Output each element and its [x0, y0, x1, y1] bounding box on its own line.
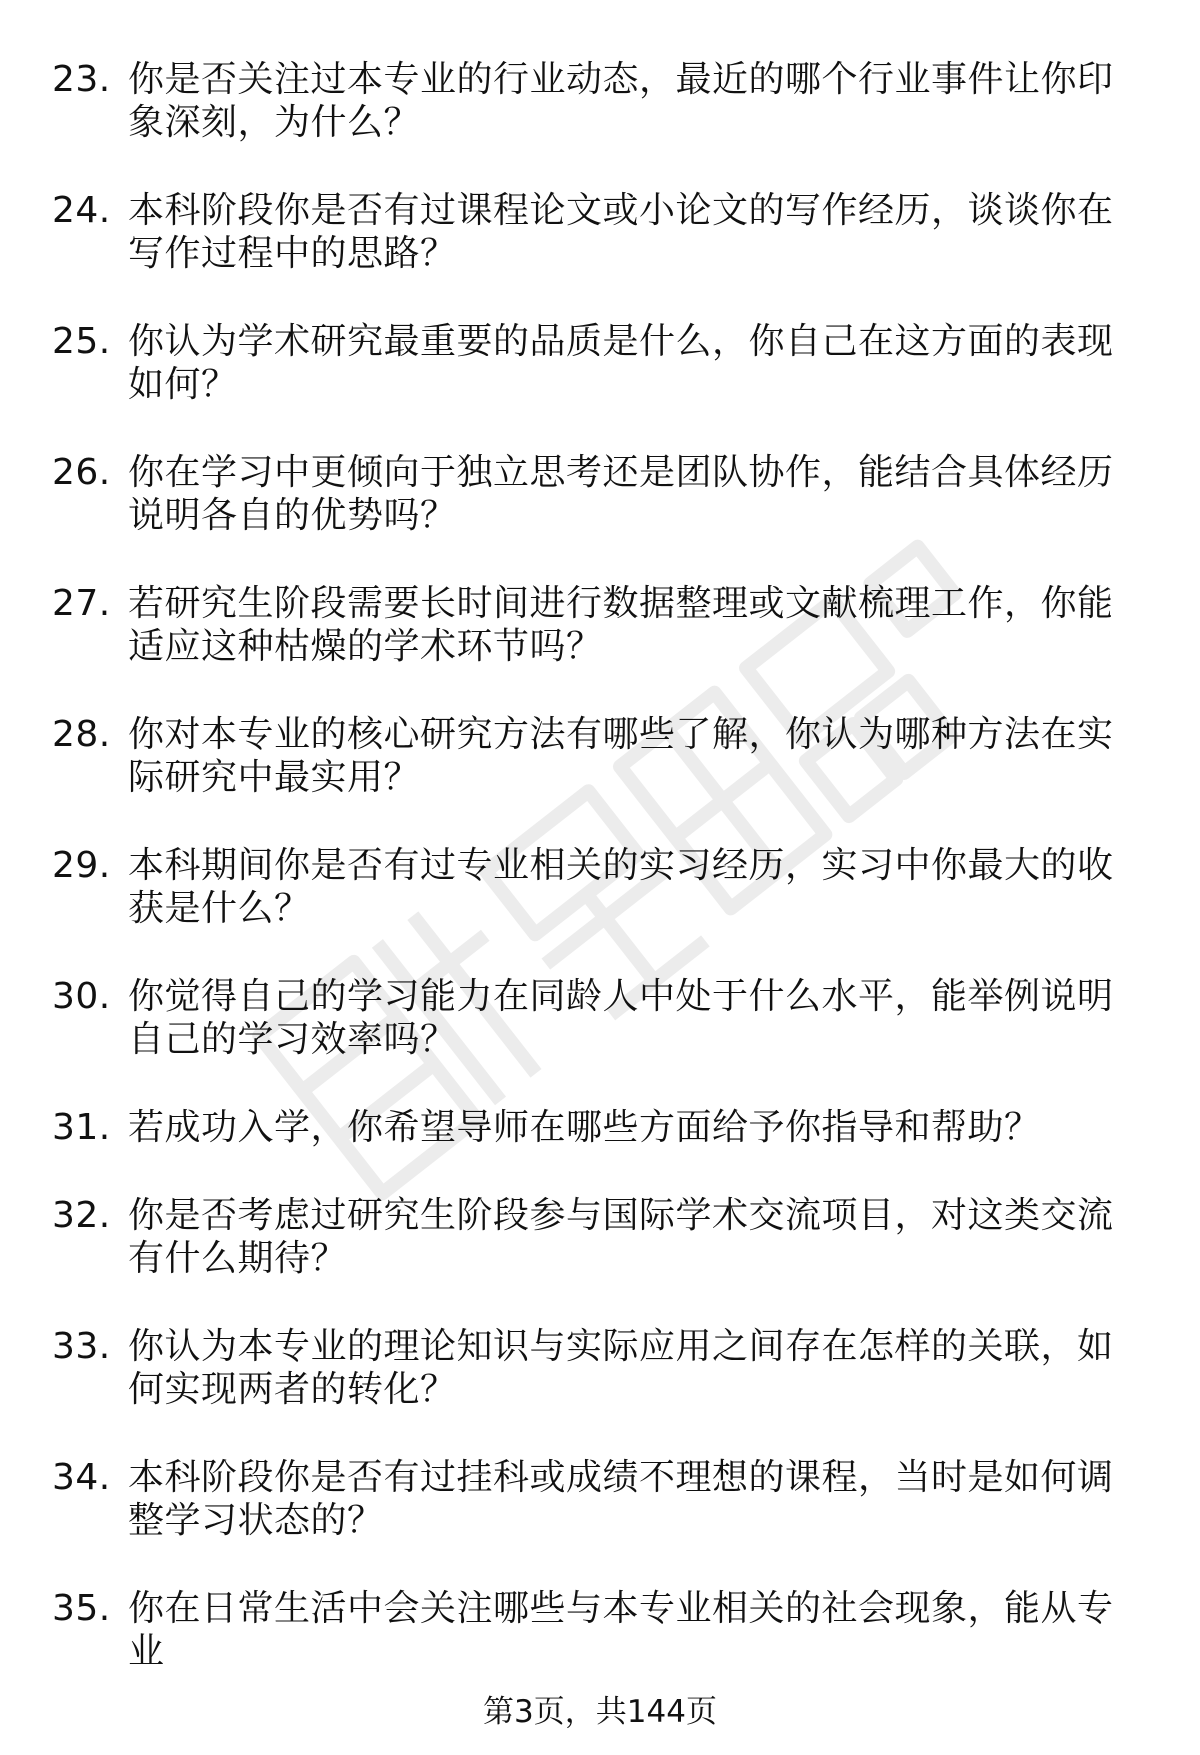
question-number: 25.	[52, 321, 111, 362]
question-number: 26.	[52, 452, 111, 493]
question-number: 28.	[52, 714, 111, 755]
question-number: 34.	[52, 1457, 111, 1498]
question-number: 35.	[52, 1588, 111, 1629]
list-item	[0, 582, 1200, 668]
question-text: 你是否关注过本专业的行业动态，最近的哪个行业事件让你印象深刻，为什么？	[128, 59, 1114, 143]
page-footer	[0, 1692, 1200, 1732]
question-number: 27.	[52, 583, 111, 624]
question-number: 33.	[52, 1326, 111, 1367]
list-item	[0, 451, 1200, 537]
list-item	[0, 189, 1200, 275]
question-text: 你对本专业的核心研究方法有哪些了解，你认为哪种方法在实际研究中最实用？	[128, 714, 1114, 798]
question-text: 你觉得自己的学习能力在同龄人中处于什么水平，能举例说明自己的学习效率吗？	[128, 976, 1114, 1060]
question-list	[0, 58, 1200, 1718]
list-item	[0, 975, 1200, 1061]
question-number: 24.	[52, 190, 111, 231]
question-text: 你在学习中更倾向于独立思考还是团队协作，能结合具体经历说明各自的优势吗？	[128, 452, 1114, 536]
list-item	[0, 58, 1200, 144]
page-number-label: 第3页，共144页	[483, 1694, 717, 1730]
question-text: 本科阶段你是否有过课程论文或小论文的写作经历，谈谈你在写作过程中的思路？	[128, 190, 1114, 274]
question-number: 23.	[52, 59, 111, 100]
question-text: 你认为本专业的理论知识与实际应用之间存在怎样的关联，如何实现两者的转化？	[128, 1326, 1114, 1410]
list-item	[0, 713, 1200, 799]
question-number: 29.	[52, 845, 111, 886]
question-text: 你是否考虑过研究生阶段参与国际学术交流项目，对这类交流有什么期待？	[128, 1195, 1114, 1279]
question-number: 31.	[52, 1107, 111, 1148]
question-text: 你在日常生活中会关注哪些与本专业相关的社会现象，能从专业	[128, 1588, 1114, 1672]
list-item	[0, 1587, 1200, 1673]
list-item	[0, 1106, 1200, 1149]
question-text: 本科阶段你是否有过挂科或成绩不理想的课程，当时是如何调整学习状态的？	[128, 1457, 1114, 1541]
question-text: 本科期间你是否有过专业相关的实习经历，实习中你最大的收获是什么？	[128, 845, 1114, 929]
list-item	[0, 1194, 1200, 1280]
question-text: 你认为学术研究最重要的品质是什么，你自己在这方面的表现如何？	[128, 321, 1114, 405]
question-text: 若成功入学，你希望导师在哪些方面给予你指导和帮助？	[128, 1107, 1041, 1148]
list-item	[0, 844, 1200, 930]
list-item	[0, 1325, 1200, 1411]
question-number: 30.	[52, 976, 111, 1017]
list-item	[0, 320, 1200, 406]
question-number: 32.	[52, 1195, 111, 1236]
list-item	[0, 1456, 1200, 1542]
question-text: 若研究生阶段需要长时间进行数据整理或文献梳理工作，你能适应这种枯燥的学术环节吗？	[128, 583, 1114, 667]
